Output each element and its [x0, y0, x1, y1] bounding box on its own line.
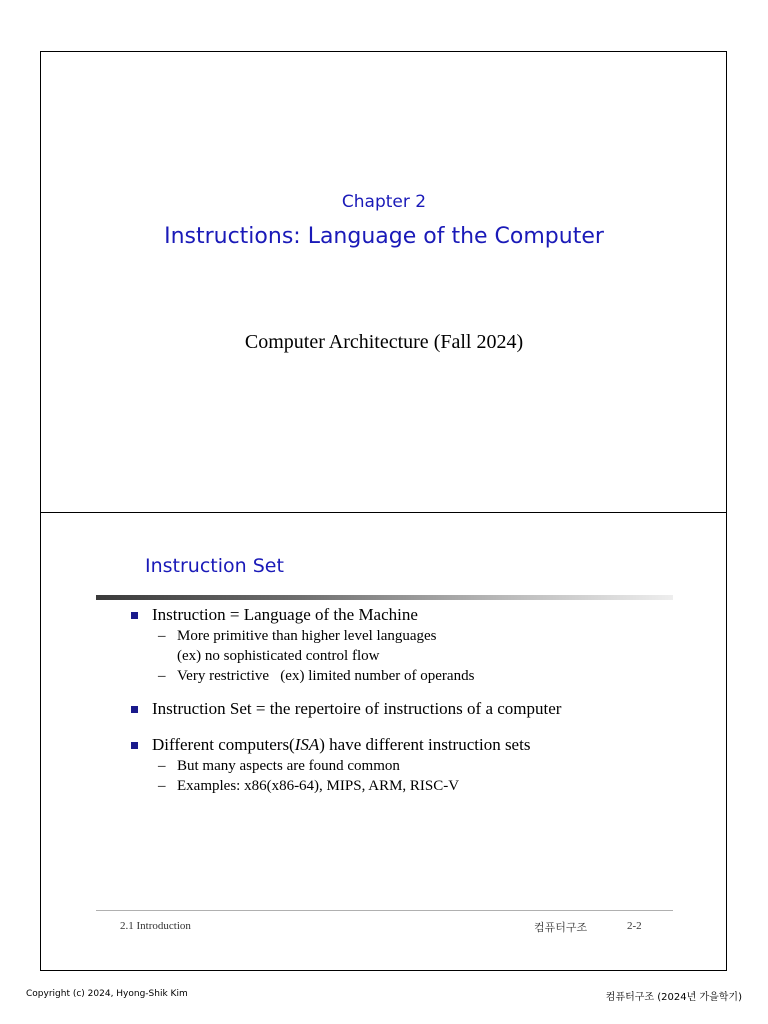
sub-bullet-item — [130, 756, 690, 776]
sub-bullet-item — [130, 666, 690, 686]
sub-bullet-text: But many aspects are found common — [177, 758, 400, 774]
slide-footer-page-number: 2-2 — [627, 920, 642, 932]
chapter-title: Instructions: Language of the Computer — [164, 224, 604, 249]
slide-title: Instruction Set — [145, 555, 284, 577]
chapter-label: Chapter 2 — [341, 192, 427, 212]
bullet-item — [130, 734, 690, 756]
bullet-text-italic: ISA — [294, 735, 320, 754]
dash-icon: – — [158, 668, 166, 684]
bullet-text: Instruction = Language of the Machine — [152, 605, 418, 624]
course-name: Computer Architecture (Fall 2024) — [244, 331, 524, 353]
dash-icon: – — [158, 628, 166, 644]
sub-bullet-text: Examples: x86(x86-64), MIPS, ARM, RISC-V — [177, 778, 460, 794]
slide-footer-course: 컴퓨터구조 — [534, 921, 588, 934]
course-term-text: 컴퓨터구조 (2024년 가을학기) — [605, 992, 742, 1003]
bullet-text: Instruction Set = the repertoire of instructions of a computer — [152, 699, 562, 718]
dash-icon: – — [158, 758, 166, 774]
square-bullet-icon — [131, 612, 138, 619]
sub-bullet-text: Very restrictive (ex) limited number of operands — [177, 668, 475, 684]
title-gradient-bar — [96, 595, 673, 600]
sub-bullet-item — [130, 626, 690, 646]
sub-bullet-continuation: (ex) no sophisticated control flow — [177, 648, 380, 664]
bullet-item — [130, 604, 690, 626]
slide-frame — [40, 51, 727, 971]
sub-bullet-text: More primitive than higher level languages — [177, 628, 437, 644]
copyright-text: Copyright (c) 2024, Hyong-Shik Kim — [26, 989, 188, 999]
dash-icon: – — [158, 778, 166, 794]
square-bullet-icon — [131, 706, 138, 713]
square-bullet-icon — [131, 742, 138, 749]
bullet-text-part: Different computers( — [152, 735, 295, 754]
sub-bullet-item — [130, 776, 690, 796]
bullet-item — [130, 698, 690, 720]
slide-footer-section: 2.1 Introduction — [120, 920, 191, 932]
bullet-list — [130, 604, 690, 796]
slide-footer-rule — [96, 910, 673, 911]
bullet-text-part: ) have different instruction sets — [319, 735, 531, 754]
slide-divider — [40, 512, 727, 513]
